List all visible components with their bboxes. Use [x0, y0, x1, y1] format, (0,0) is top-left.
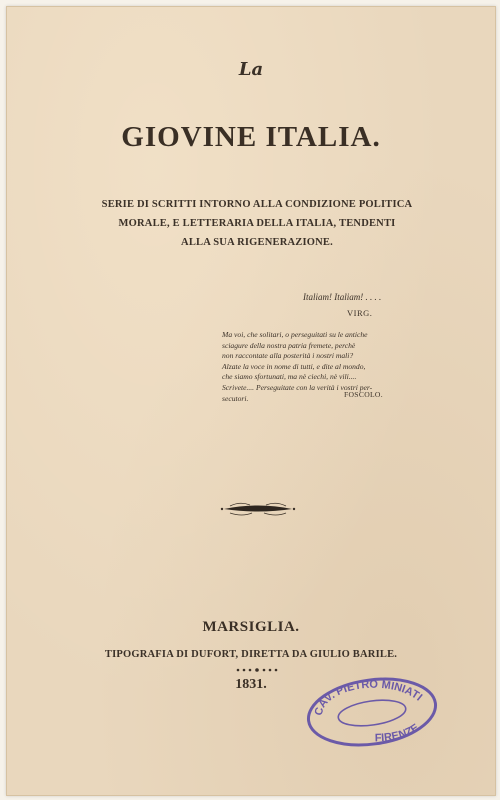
quote-line: che siamo sfortunati, ma nè ciechi, nè vili....	[222, 372, 357, 382]
ornament-divider-icon	[220, 498, 296, 520]
quote-line: non raccontate alla posterità i nostri mali?	[222, 351, 354, 361]
quote-line: Scrivete.... Perseguitate con la verità i vostri per-	[222, 382, 373, 392]
quote-line: Alzate la voce in nome di tutti, e dite al mondo,	[222, 361, 366, 371]
svg-text:CAV. PIETRO MINIATI	[313, 679, 425, 717]
quote-line: secutori.	[222, 393, 249, 403]
quote-line: sciagure della nostra patria fremete, perchè	[222, 340, 356, 350]
epigraph-virgil-source: VIRG.	[347, 308, 373, 318]
library-stamp	[304, 674, 440, 750]
imprint-city: MARSIGLIA.	[202, 619, 300, 635]
stamp-bottom-text: FIRENZE	[374, 721, 422, 745]
epigraph-foscolo-text	[222, 330, 417, 404]
page-title: GIOVINE ITALIA.	[121, 121, 381, 153]
epigraph-foscolo-source: FOSCOLO.	[344, 390, 383, 399]
subtitle	[87, 195, 427, 252]
imprint-year: 1831.	[235, 677, 267, 692]
epigraph-virgil-text: Italiam! Italiam! . . . .	[303, 292, 382, 302]
title-page	[6, 6, 496, 796]
stamp-top-text: CAV. PIETRO MINIATI	[312, 678, 425, 717]
svg-text:FIRENZE	[375, 722, 422, 745]
subtitle-line: MORALE, E LETTERARIA DELLA ITALIA, TENDENTI	[118, 218, 396, 229]
subtitle-line: ALLA SUA RIGENERAZIONE.	[181, 237, 333, 248]
quote-line: Ma voi, che solitari, o perseguitati su le antiche	[222, 330, 368, 339]
imprint-printer: TIPOGRAFIA DI DUFORT, DIRETTA DA GIULIO BARILE.	[104, 649, 398, 660]
dotted-rule-icon	[235, 666, 279, 674]
subtitle-line: SERIE DI SCRITTI INTORNO ALLA CONDIZIONE POLITICA	[101, 199, 413, 210]
title-article: La	[238, 59, 264, 80]
